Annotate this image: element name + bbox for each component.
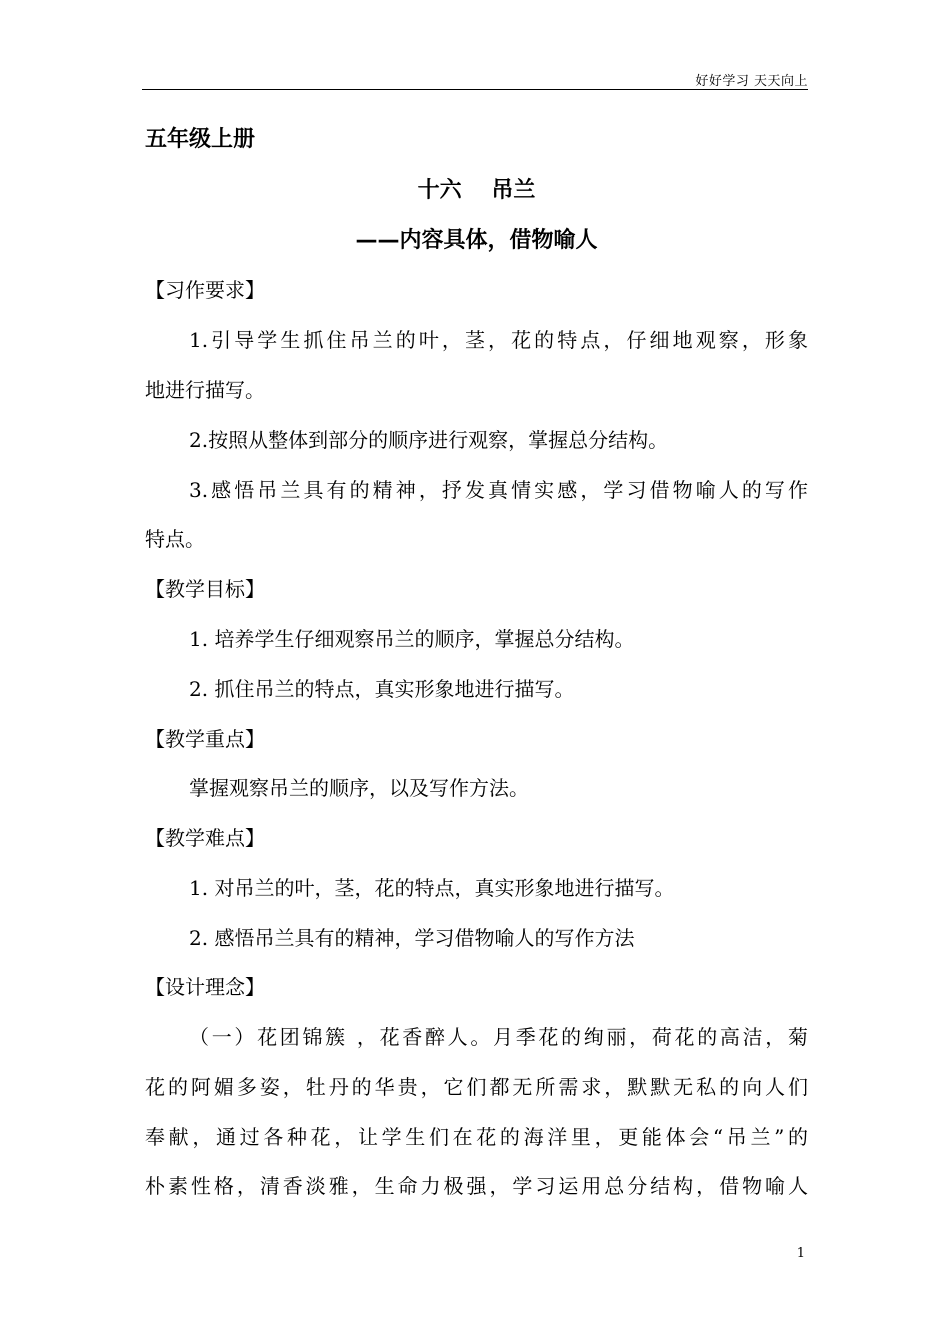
section-heading: 【教学重点】 [145, 727, 265, 751]
section-heading: 【教学目标】 [145, 577, 265, 601]
paragraph-line: 2. 感悟吊兰具有的精神，学习借物喻人的写作方法 [189, 926, 635, 950]
paragraph-line: 1.引导学生抓住吊兰的叶，茎，花的特点，仔细地观察，形象 [189, 328, 808, 352]
paragraph-line: 花的阿媚多姿，牡丹的华贵，它们都无所需求，默默无私的向人们 [145, 1075, 808, 1099]
paragraph-line: 奉献，通过各种花，让学生们在花的海洋里，更能体会“吊兰”的 [145, 1125, 808, 1149]
paragraph-line: 地进行描写。 [145, 378, 265, 402]
section-heading: 【教学难点】 [145, 826, 265, 850]
header-text: 好好学习 天天向上 [695, 74, 808, 89]
lesson-title: 十六 吊兰 [417, 178, 536, 203]
header-rule [142, 89, 808, 90]
paragraph-line: 2. 抓住吊兰的特点，真实形象地进行描写。 [189, 677, 575, 701]
section-heading: 【设计理念】 [145, 975, 265, 999]
grade-label: 五年级上册 [145, 127, 256, 152]
paragraph-line: 1. 培养学生仔细观察吊兰的顺序，掌握总分结构。 [189, 627, 635, 651]
paragraph-line: 1. 对吊兰的叶，茎，花的特点，真实形象地进行描写。 [189, 876, 675, 900]
page-number: 1 [796, 1246, 805, 1261]
paragraph-line: 朴素性格，清香淡雅，生命力极强，学习运用总分结构，借物喻人 [145, 1174, 808, 1198]
paragraph-line: 2.按照从整体到部分的顺序进行观察，掌握总分结构。 [189, 428, 669, 452]
section-heading: 【习作要求】 [145, 278, 265, 302]
paragraph-line: 掌握观察吊兰的顺序，以及写作方法。 [189, 776, 529, 800]
paragraph-line: （一）花团锦簇 ，花香醉人。月季花的绚丽，荷花的高洁，菊 [189, 1025, 808, 1049]
paragraph-line: 特点。 [145, 527, 205, 551]
lesson-subtitle: ——内容具体，借物喻人 [355, 228, 598, 253]
paragraph-line: 3.感悟吊兰具有的精神，抒发真情实感，学习借物喻人的写作 [189, 478, 808, 502]
